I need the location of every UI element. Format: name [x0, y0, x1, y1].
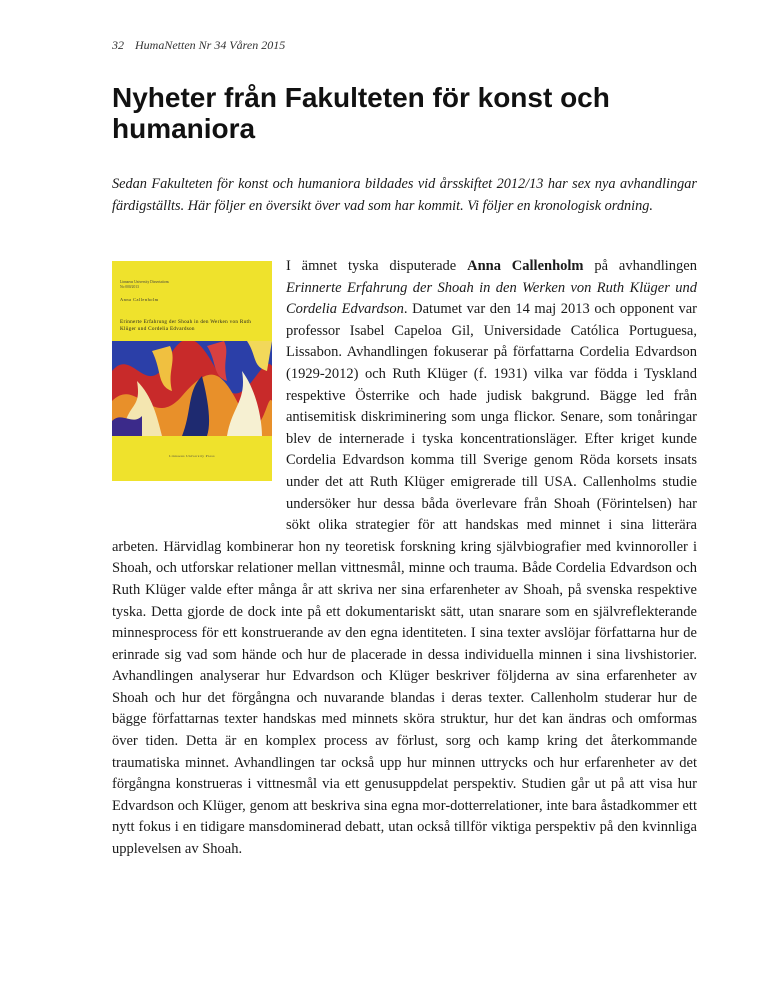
- publication-name: HumaNetten Nr 34 Våren 2015: [135, 38, 286, 52]
- cover-series-number: No 000/2013: [120, 285, 139, 289]
- article-text: . Datumet var den 14 maj 2013 och opponent var professor Isabel Capeloa Gil, Universidade Católica Portuguesa, Lissabon. Avhandlingen fokuserar på författarna Cordelia Edvardson (1929-2012) och Ruth Klüger (f. 1931) vilka var födda i Tyskland respektive Österrike och hade judisk bakgrund. Bägge led från antisemitisk diskriminering som unga flickor. Senare, som tonåringar blev de internerade i tyska koncentrationsläger. Efter kriget kunde Cordelia Edvardson komma till Sverige genom Röda korsets insats under det att Ruth Klüger emigrerade till USA. Callenholms studie undersöker hur dessa båda överlevare från Shoah (Förintelsen) har sökt olika strategier för att handskas med minnet i sina litterära arbeten. Härvidlag kombinerar hon ny teoretisk forskning kring självbiografier med kvinnoroller i Shoah, och utforskar relationer mellan vittnesmål, minne och trauma. Både Cordelia Edvardson och Ruth Klüger valde efter många år att skriva ner sina erfarenheter av Shoah, på svenska respektive tyska. Detta gjorde de dock inte på ett dokumentariskt sätt, utan snarare som en självreflekterande minnesprocess för ett konstruerande av den egna identiteten. I sina texter avslöjar författarna hur de erinrade sig vad som hände och hur de placerade in dessa individuella minnen i sina livshistorier. Avhandlingen analyserar hur Edvardson och Klüger beskriver följderna av sina erfarenheter av Shoah och hur det förgångna och nuvarande blandas i deras texter. Callenholm studerar hur de bägge författarnas texter handskas med minnets sköra struktur, hur det kan ändras och omformas över tiden. Detta är en komplex process av förlust, sorg och kamp kring det återkommande traumatiska minnet. Avhandlingen tar också upp hur minnen uttrycks och hur erfarenheter av det förgångna konstrueras i vittnesmål via ett genusuppdelat perspektiv. Studien går ut på att visa hur Edvardson och Klüger, genom att beskriva sina egna mor-dotterrelationer, inte bara åstadkommer ett nytt fokus i en tidigare mansdominerad debatt, utan också tillför viktiga perspektiv på den kvinnliga upplevelsen av Shoah.: [112, 301, 697, 858]
- cover-author: Anna Callenholm: [120, 297, 159, 302]
- cover-publisher: Linnaeus University Press: [169, 454, 215, 458]
- page-title: Nyheter från Fakulteten för konst och humaniora: [112, 82, 610, 144]
- cover-title: Erinnerte Erfahrung der Shoah in den Werken von Ruth Klüger und Cordelia Edvardson: [120, 319, 252, 332]
- cover-series-name: Linnaeus University Dissertations: [120, 280, 169, 284]
- running-header: [112, 38, 285, 53]
- author-name: Anna Callenholm: [467, 258, 584, 274]
- lead-paragraph: Sedan Fakulteten för konst och humaniora bildades vid årsskiftet 2012/13 har sex nya avhandlingar färdigställts. Här följer en översikt över vad som har kommit. Vi följer en kronologisk ordning.: [112, 176, 697, 214]
- cover-float-spacer: [112, 256, 286, 518]
- thesis-title: Erinnerte Erfahrung der Shoah in den Werken von Ruth Klüger und Cordelia Edvardson: [286, 279, 697, 318]
- article-intro: I ämnet tyska disputerade: [286, 258, 468, 274]
- article-body: [112, 256, 697, 861]
- article-on-thesis: på avhandlingen: [583, 258, 697, 274]
- page-number: 32: [112, 38, 124, 52]
